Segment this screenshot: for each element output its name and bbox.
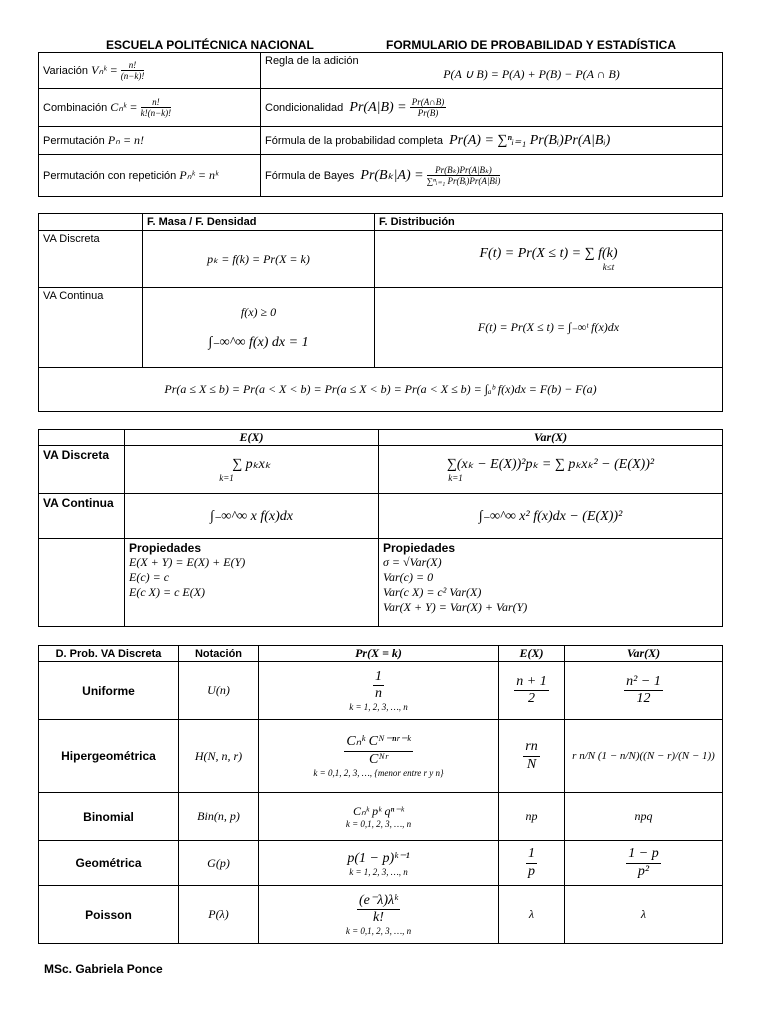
adicion-formula: P(A ∪ B) = P(A) + P(B) − P(A ∩ B) [443,67,620,81]
combinatorics-table [38,52,723,197]
continua-var: ∫₋∞^∞ x² f(x)dx − (E(X))² [379,494,723,539]
condicional-fraction: $\frac{Pr(A\cap B)}{Pr(B)}$ [411,96,445,118]
total-prob-cell: Fórmula de la probabilidad completa Pr(A) = ∑ⁿᵢ₌₁ Pr(Bᵢ)Pr(A|Bᵢ) [261,127,723,155]
th-var: Var(X) [565,646,723,662]
mom-continua-label: VA Continua [39,494,125,539]
continua-densidad: f(x) ≥ 0 ∫₋∞^∞ f(x) dx = 1 [143,288,375,368]
combinacion-fraction: $\frac{n!}{k!(n-k)!}$ [140,96,172,118]
perm-rep-cell: Permutación con repetición Pₙᵏ = nᵏ [39,155,261,197]
col-var-header: Var(X) [379,430,723,446]
th-notacion: Notación [179,646,259,662]
table-row: Poisson P(λ) $\frac{\text{(e⁻λ)λᵏ}}{k!}$ k = 0,1, 2, 3, …, n λ λ [39,886,723,944]
th-distribucion: D. Prob. VA Discreta [39,646,179,662]
prop-e-cell: Propiedades E(X + Y) = E(X) + E(Y) E(c) = c E(c X) = c E(X) [125,539,379,627]
adicion-cell: Regla de la adición P(A ∪ B) = P(A) + P(B) − P(A ∩ B) [261,53,723,89]
interval-formula: Pr(a ≤ X ≤ b) = Pr(a < X < b) = Pr(a ≤ X < b) = Pr(a < X ≤ b) = ∫ₐᵇ f(x)dx = F(b) − F(a) [39,368,723,412]
permutacion-cell: Permutación Pₙ = n! [39,127,261,155]
discreta-var: ∑(xₖ − E(X))²pₖ = ∑ pₖxₖ² − (E(X))² k=1 [379,446,723,494]
col-masa-header: F. Masa / F. Densidad [143,214,375,231]
col-e-header: E(X) [125,430,379,446]
variacion-cell: Variación Vₙᵏ = $\frac{n!}{(n-k)!}$ [39,53,261,89]
table-row: Hipergeométrica H(N, n, r) $\frac{\text{Cₙᵏ Cᴺ⁻ⁿʳ⁻ᵏ}}{\text{Cᴺʳ}}$ k = 0,1, 2, 3, …, {menor entre r y n} $\frac{rn}{N}$ r n/N (1 − n/N)((N − r)/(N − 1)) [39,720,723,793]
discreta-e: ∑ pₖxₖ k=1 [125,446,379,494]
distribution-table [38,213,723,412]
col-dist-header: F. Distribución [375,214,723,231]
discrete-distributions-table [38,645,723,944]
combinacion-cell: Combinación Cₙᵏ = $\frac{n!}{k!(n-k)!}$ [39,89,261,127]
table-row: Geométrica G(p) p(1 − p)ᵏ⁻¹ k = 1, 2, 3, …, n $\frac{1}{p}$ $\frac{1 - p}{\text{p²}}$ [39,841,723,886]
table-row: Binomial Bin(n, p) Cₙᵏ pᵏ qⁿ⁻ᵏ k = 0,1, 2, 3, …, n np npq [39,793,723,841]
mom-discreta-label: VA Discreta [39,446,125,494]
continua-dist: F(t) = Pr(X ≤ t) = ∫₋∞ᵗ f(x)dx [375,288,723,368]
discreta-masa: pₖ = f(k) = Pr(X = k) [143,231,375,288]
th-pmf: Pr(X = k) [259,646,499,662]
bayes-fraction: $\frac{\text{Pr(Bₖ)Pr(A|Bₖ)}}{\text{∑ⁿᵢ₌₁ Pr(Bᵢ)Pr(A|Bi)}}$ [426,164,501,186]
prop-var-cell: Propiedades σ = √Var(X) Var(c) = 0 Var(c X) = c² Var(X) Var(X + Y) = Var(X) + Var(Y) [379,539,723,627]
th-e: E(X) [499,646,565,662]
variacion-fraction: $\frac{n!}{(n-k)!}$ [120,59,145,81]
variacion-formula: Vₙᵏ = [91,62,118,77]
moments-table [38,429,723,627]
discreta-dist: F(t) = Pr(X ≤ t) = ∑ f(k) k≤t [375,231,723,288]
va-discreta-label: VA Discreta [39,231,143,288]
va-continua-label: VA Continua [39,288,143,368]
author-signature: MSc. Gabriela Ponce [44,962,163,976]
bayes-cell: Fórmula de Bayes Pr(Bₖ|A) = $\frac{\text{Pr(Bₖ)Pr(A|Bₖ)}}{\text{∑ⁿᵢ₌₁ Pr(Bᵢ)Pr(A|Bi)}}$ [261,155,723,197]
page-title: FORMULARIO DE PROBABILIDAD Y ESTADÍSTICA [386,38,677,52]
condicional-cell: Condicionalidad Pr(A|B) = $\frac{Pr(A\cap B)}{Pr(B)}$ [261,89,723,127]
table-row: Uniforme U(n) $\frac{1}{n}$ k = 1, 2, 3, …, n $\frac{n + 1}{2}$ $\frac{\text{n² − 1}}{12}$ [39,662,723,720]
continua-e: ∫₋∞^∞ x f(x)dx [125,494,379,539]
school-name: ESCUELA POLITÉCNICA NACIONAL [106,38,314,52]
